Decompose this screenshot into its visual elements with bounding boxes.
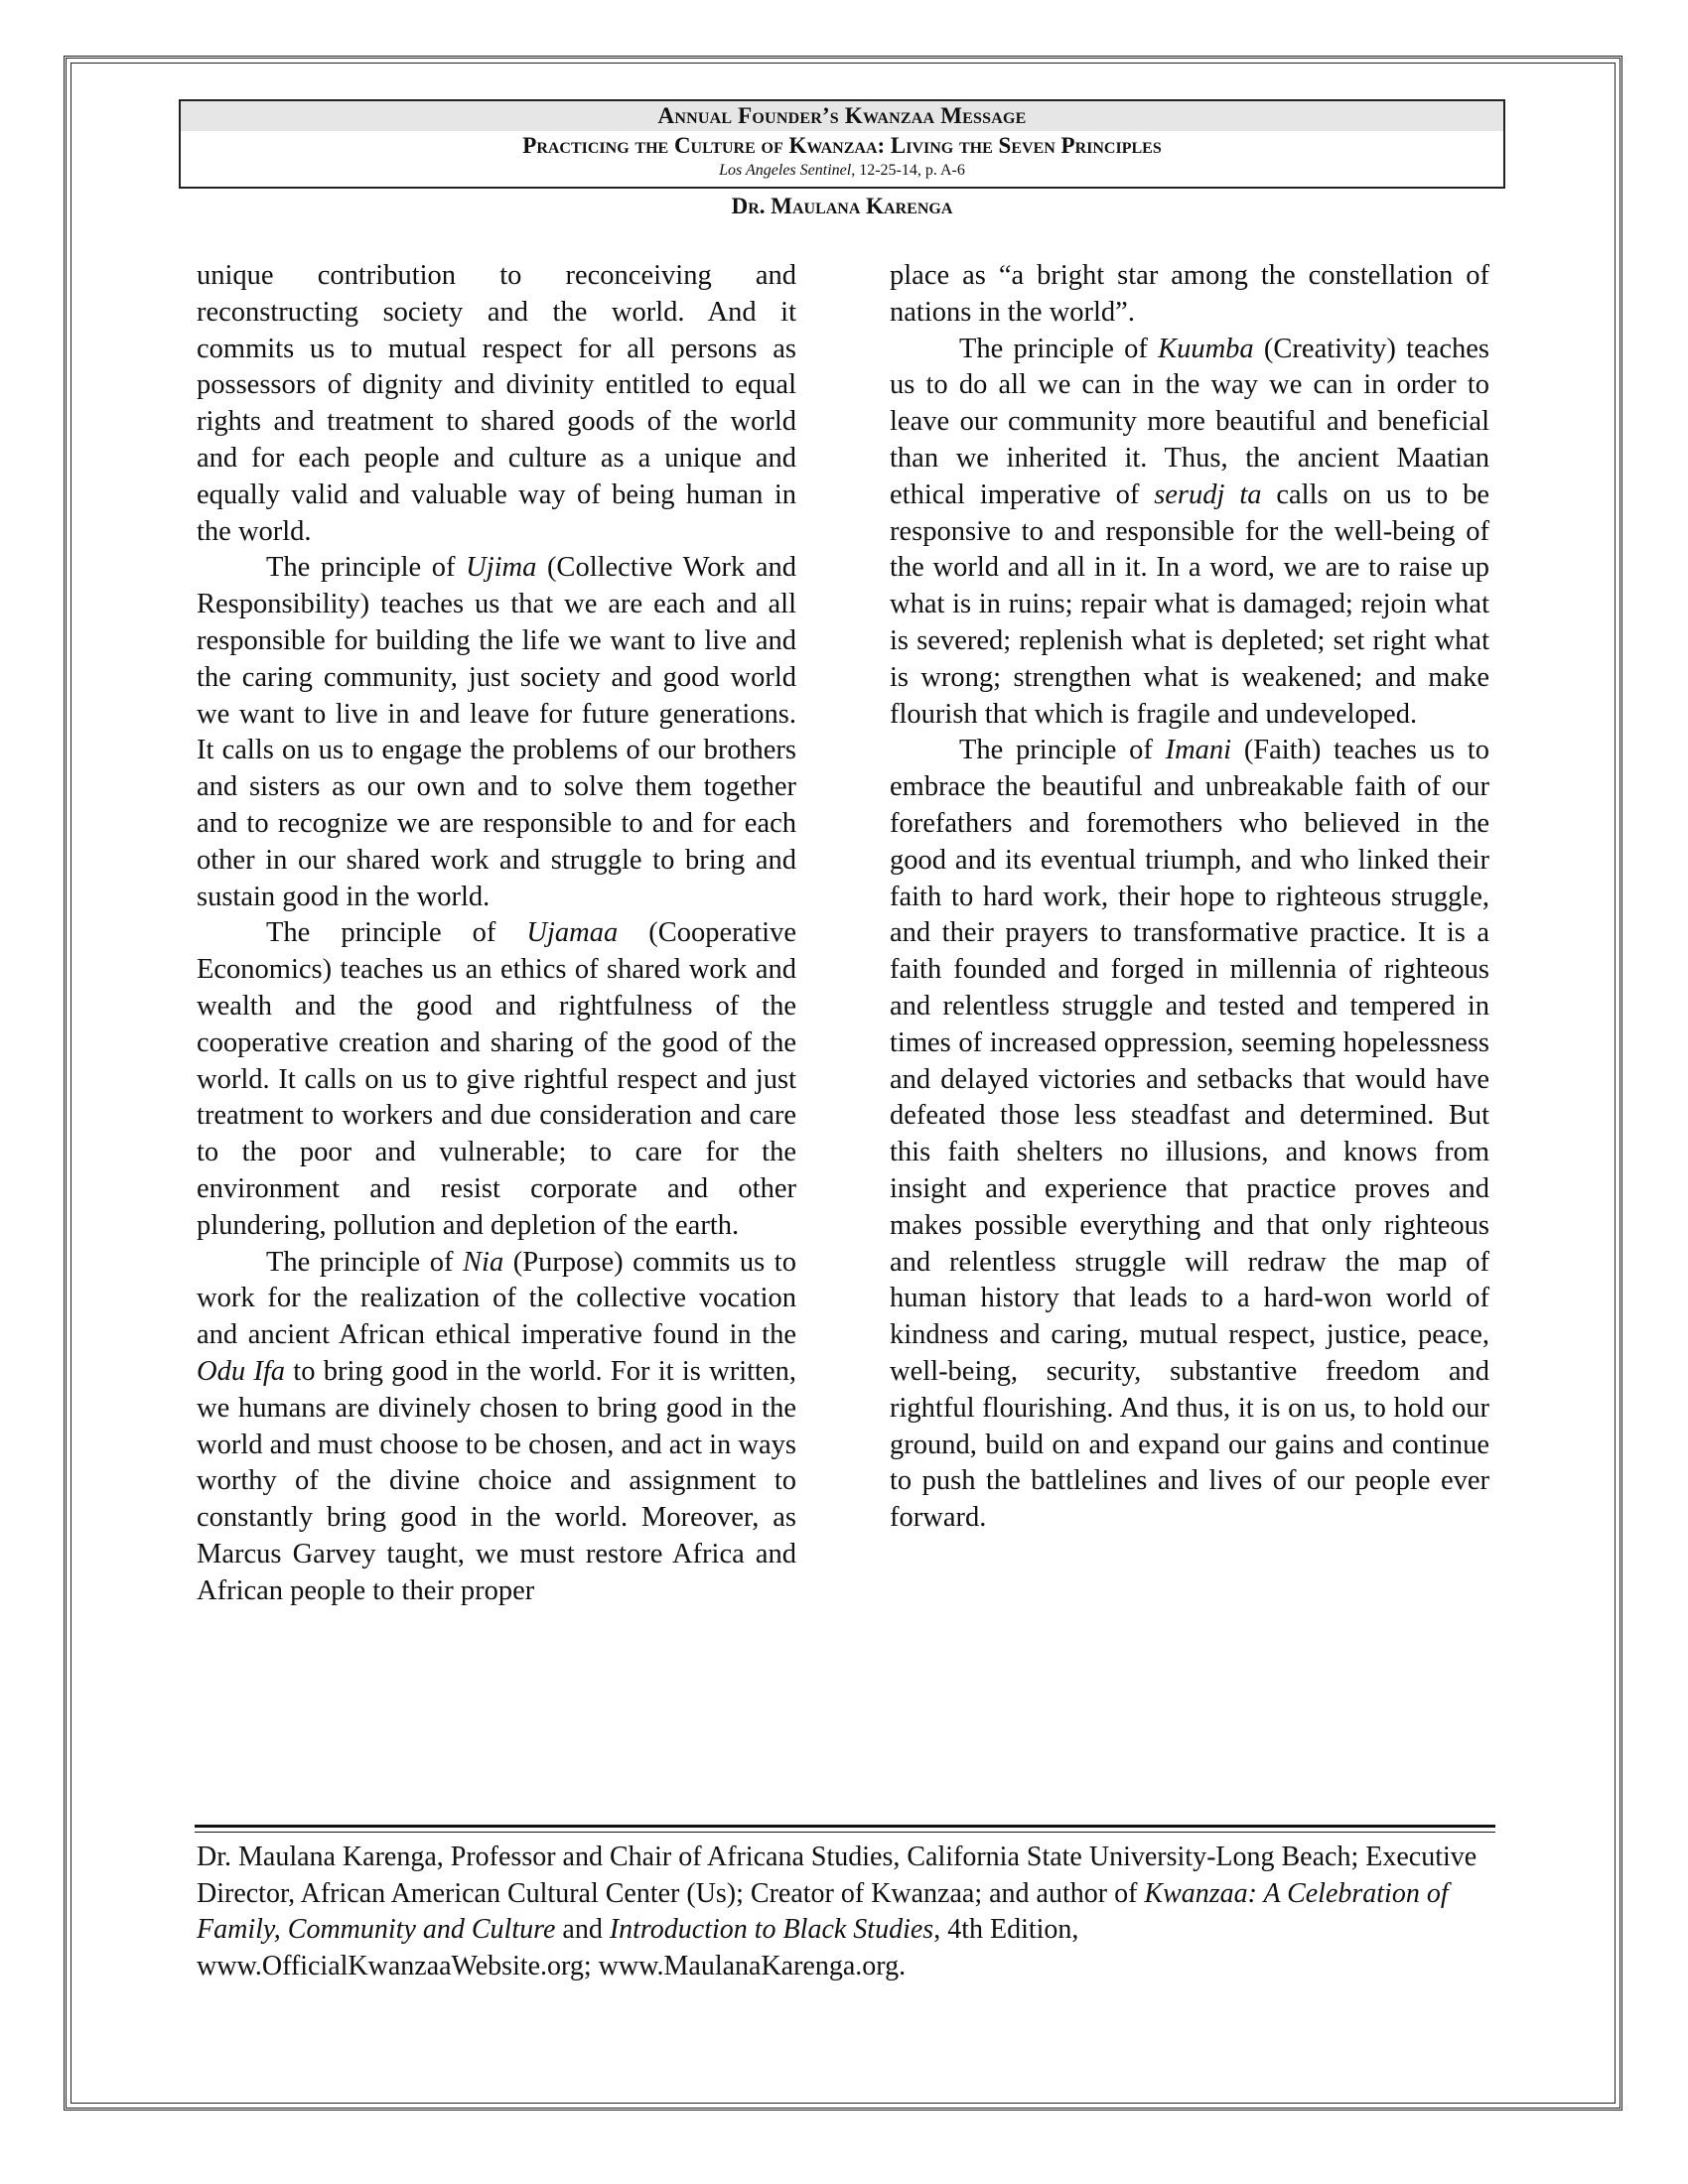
paragraph-kuumba <box>890 332 1489 734</box>
header-box <box>179 99 1505 189</box>
header-citation <box>181 161 1503 181</box>
book-title-black-studies: Introduction to Black Studies <box>609 1914 934 1945</box>
paragraph-continuation: unique contribution to reconceiving and reconstructing society and the world. And it commits us to mutual respect for all persons as possessors of dignity and divinity entitled to equal rights and treatment to shared goods of the world and for each people and culture as a unique and equally valid and valuable way of being human in the world. <box>197 260 796 547</box>
paragraph-continuation: place as “a bright star among the constellation of nations in the world”. <box>890 260 1489 328</box>
paragraph-text: (Collective Work and Responsibility) teaches us that we are each and all responsible for building the life we want to live and the caring community, just society and good world we want to live in and leave for future generations. It calls on us to engage the problems of our brothers and sisters as our own and to solve them together and to recognize we are responsible to and for each other in our shared work and struggle to bring and sustain good in the world. <box>197 552 796 912</box>
principle-term-ujima: Ujima <box>466 552 537 584</box>
paragraph-text: The principle of <box>266 552 467 584</box>
term-serudj-ta: serudj ta <box>1154 478 1262 510</box>
principle-term-nia: Nia <box>463 1246 504 1278</box>
paragraph-imani <box>890 733 1489 1537</box>
book-title-kwanzaa: Kwanzaa: A Celebration of Family, Community and Culture <box>197 1877 1449 1945</box>
bio-text: , 4th Edition, <box>933 1914 1079 1945</box>
bio-text: Dr. Maulana Karenga, Professor and Chair of Africana Studies, California State University-Long Beach; Executive Director, African American Cultural Center (Us); Creator of Kwanzaa; and author of <box>197 1842 1477 1909</box>
principle-term-imani: Imani <box>1165 735 1232 766</box>
author-bio-footer <box>197 1840 1497 1984</box>
header-title: Annual Founder’s Kwanzaa Message <box>181 101 1503 131</box>
paragraph-ujamaa <box>197 915 796 1244</box>
paragraph-text: The principle of <box>959 735 1166 766</box>
header-subtitle: Practicing the Culture of Kwanzaa: Living the Seven Principles <box>522 133 1162 158</box>
left-column <box>197 258 796 1609</box>
paragraph-text: to bring good in the world. For it is written, we humans are divinely chosen to bring good in the world and must choose to be chosen, and act in ways worthy of the divine choice and assignment to constantly bring good in the world. Moreover, as Marcus Garvey taught, we must restore Africa and African people to their proper <box>197 1355 797 1606</box>
bio-text: and <box>555 1914 610 1945</box>
paragraph-text: calls on us to be responsive to and responsible for the well-being of the world and all in it. In a word, we are to raise up what is in ruins; repair what is damaged; rejoin what is severed; replenish what is depleted; set right what is wrong; strengthen what is weakened; and make flourish that which is fragile and undeveloped. <box>890 478 1489 730</box>
paragraph-ujima <box>197 550 796 915</box>
paragraph-text: (Purpose) commits us to work for the realization of the collective vocation and ancient African ethical imperative found in the <box>197 1246 796 1351</box>
term-odu-ifa: Odu Ifa <box>197 1355 286 1387</box>
principle-term-kuumba: Kuumba <box>1158 333 1254 364</box>
footer-divider <box>195 1825 1495 1833</box>
paragraph-nia <box>197 1245 796 1610</box>
author-byline: Dr. Maulana Karenga <box>731 194 953 218</box>
website-links: www.OfficialKwanzaaWebsite.org; www.MaulanaKarenga.org. <box>197 1950 907 1981</box>
right-column <box>890 258 1489 1537</box>
paragraph-text: (Cooperative Economics) teaches us an ethics of shared work and wealth and the good and rightfulness of the cooperative creation and sharing of the good of the world. It calls on us to give rightful respect and just treatment to workers and due consideration and care to the poor and vulnerable; to care for the environment and resist corporate and other plundering, pollution and depletion of the earth. <box>197 917 796 1241</box>
paragraph-text: The principle of <box>266 1246 464 1278</box>
paragraph-text: The principle of <box>959 333 1159 364</box>
paragraph-text: The principle of <box>266 917 527 949</box>
publication-date-page: , 12-25-14, p. A-6 <box>851 162 965 179</box>
paragraph-text: (Creativity) teaches us to do all we can in the way we can in order to leave our community more beautiful and beneficial than we inherited it. Thus, the ancient Maatian ethical imperative of <box>890 333 1489 510</box>
principle-term-ujamaa: Ujamaa <box>526 917 619 949</box>
paragraph-text: (Faith) teaches us to embrace the beautiful and unbreakable faith of our forefathers and foremothers who believed in the good and its eventual triumph, and who linked their faith to hard work, their hope to righteous struggle, and their prayers to transformative practice. It is a faith founded and forged in millennia of righteous and relentless struggle and tested and tempered in times of increased oppression, seeming hopelessness and delayed victories and setbacks that would have defeated those less steadfast and determined. But this faith shelters no illusions, and knows from insight and experience that practice proves and makes possible everything and that only righteous and relentless struggle will redraw the map of human history that leads to a hard-won world of kindness and caring, mutual respect, justice, peace, well-being, security, substantive freedom and rightful flourishing. And thus, it is on us, to hold our ground, build on and expand our gains and continue to push the battlelines and lives of our people ever forward. <box>890 735 1489 1534</box>
publication-name: Los Angeles Sentinel <box>719 162 852 179</box>
